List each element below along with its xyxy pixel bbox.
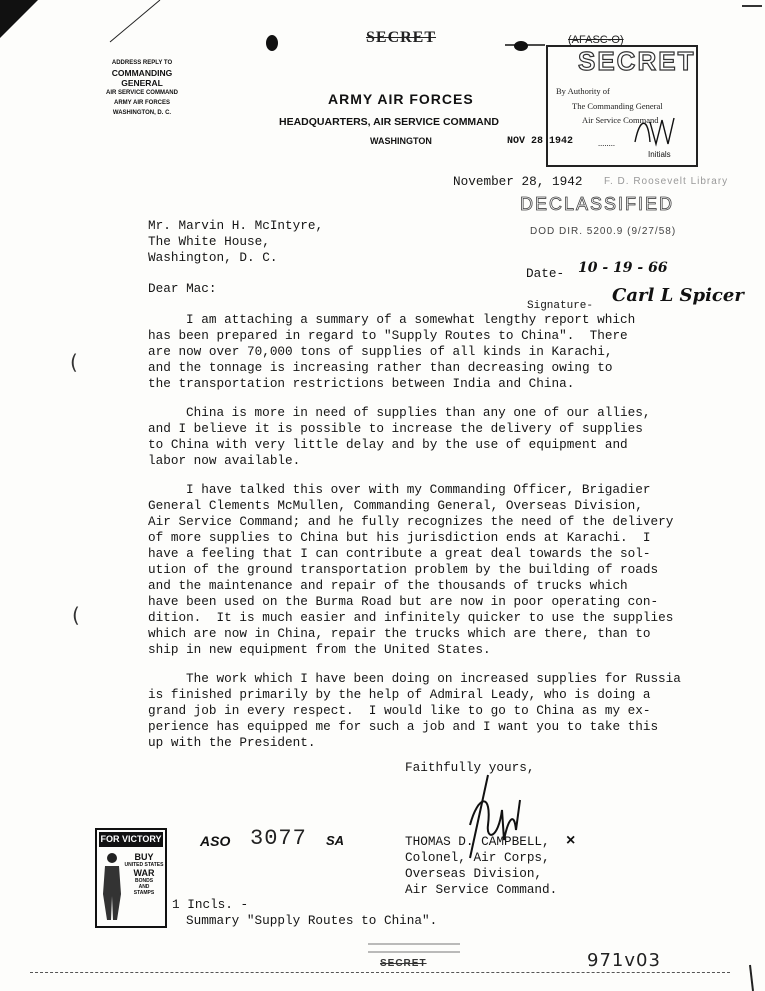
poster-header: FOR VICTORY [99,832,163,847]
body-line: I have talked this over with my Commanding Officer, Brigadier [186,482,651,497]
address-line: WASHINGTON, D. C. [112,110,172,116]
stamp-date: NOV 28 1942 [507,136,574,147]
right-edge-mark [750,965,753,991]
body-line: of more supplies to China but his jurisdiction ends at Karachi. I [148,530,651,545]
letterhead-city: WASHINGTON [370,136,432,146]
recipient-line: Mr. Marvin H. McIntyre, [148,218,324,233]
poster-buy: BUY [134,852,154,862]
stamp-initials-signature [630,112,680,150]
letterhead-title: ARMY AIR FORCES [328,91,474,107]
body-line: China is more in need of supplies than any one of our allies, [186,405,651,420]
body-line: is finished primarily by the help of Admiral Leady, who is doing a [148,687,651,702]
poster-bonds: BONDS [134,878,154,884]
body-line: perience has equipped me for such a job and I want you to take this [148,719,659,734]
body-line: has been prepared in regard to "Supply Routes to China". There [148,328,628,343]
classification-top: SECRET [366,29,437,46]
reference-aso: ASO [200,833,231,849]
body-line: dition. It is much easier and infinitely quicker to use the supplies [148,610,674,625]
signer-name: THOMAS D. CAMPBELL, [405,834,550,849]
declassified-signature: Carl L Spicer [612,285,744,306]
stamp-authority-line: By Authority of [556,86,610,96]
punch-mark: ( [70,350,78,374]
stamp-authority-line: The Commanding General [572,101,663,111]
library-stamp: F. D. Roosevelt Library [604,176,729,187]
body-line: to China with very little delay and by the use of equipment and [148,437,628,452]
reference-number: 3077 [250,826,307,851]
stamp-authority-line: Air Service Command [582,115,659,125]
ink-blot-right [514,41,528,51]
signer-division: Overseas Division, [405,866,543,881]
recipient-line: The White House, [148,234,270,249]
body-line: I am attaching a summary of a somewhat lengthy report which [186,312,636,327]
body-line: and I believe it is possible to increase the delivery of supplies [148,421,643,436]
body-line: grand job in every respect. I would like to go to China as my ex- [148,703,651,718]
x-mark: × [566,832,576,849]
address-block [92,58,192,118]
address-line: COMMANDING GENERAL [111,68,173,88]
body-line: ship in new equipment from the United States. [148,642,491,657]
signature-label: Signature- [527,300,594,312]
enclosure-title: Summary "Supply Routes to China". [186,913,438,928]
declassified-date-value: 10 - 19 - 66 [578,260,668,276]
body-line: have a feeling that I can contribute a great deal towards the sol- [148,546,651,561]
body-line: and the tonnage is increasing rather than decreasing owing to [148,360,613,375]
body-line: have been used on the Burma Road but are now in poor operating con- [148,594,659,609]
body-line: General Clements McMullen, Commanding General, Overseas Division, [148,498,643,513]
body-line: Air Service Command; and he fully recognizes the need of the delivery [148,514,674,529]
address-line: AIR SERVICE COMMAND [106,90,178,96]
declassified-authority: DOD DIR. 5200.9 (9/27/58) [530,226,677,237]
body-line: ution of the ground transportation problem by the building of roads [148,562,659,577]
body-line: The work which I have been doing on increased supplies for Russia [186,671,681,686]
stamp-dots: ........ [598,138,615,148]
bottom-dash-line [30,972,730,973]
recipient-line: Washington, D. C. [148,250,278,265]
address-line: ADDRESS REPLY TO [111,60,173,66]
reference-sa: SA [326,833,345,848]
closing: Faithfully yours, [405,760,535,775]
classification-bottom: SECRET [380,958,427,969]
stamp-secret: SECRET [578,46,696,76]
letter-date: November 28, 1942 [453,174,583,189]
punch-mark: ( [72,603,80,627]
address-line: ARMY AIR FORCES [113,100,170,106]
body-line: and the maintenance and repair of the thousands of trucks which [148,578,628,593]
declassified-stamp: DECLASSIFIED [520,194,675,214]
body-line: labor now available. [148,453,301,468]
poster-united-states: UNITED STATES [124,862,164,868]
signer-rank: Colonel, Air Corps, [405,850,550,865]
poster-war: WAR [133,868,155,878]
body-line: are now over 70,000 tons of supplies of all kinds in Karachi, [148,344,613,359]
salutation: Dear Mac: [148,281,217,296]
soldier-figure-icon [101,850,123,922]
stamp-initials: Initials [648,150,671,159]
declassified-date-label: Date- [526,266,565,281]
body-line: the transportation restrictions between India and China. [148,376,575,391]
poster-stamps: STAMPS [133,890,155,896]
letterhead-subtitle: HEADQUARTERS, AIR SERVICE COMMAND [279,116,499,128]
poster-text [124,852,164,896]
stamp-code: (AFASC-O) [568,34,624,46]
signer-command: Air Service Command. [405,882,558,897]
war-bonds-poster [95,828,167,928]
archive-number: 971v03 [587,950,661,971]
body-line: which are now in China, repair the trucks which are there, than to [148,626,651,641]
body-line: up with the President. [148,735,316,750]
ink-blot-left [266,35,278,51]
top-scratch-line [110,0,160,42]
enclosure-count: 1 Incls. - [172,897,249,912]
poster-and: AND [138,884,150,890]
